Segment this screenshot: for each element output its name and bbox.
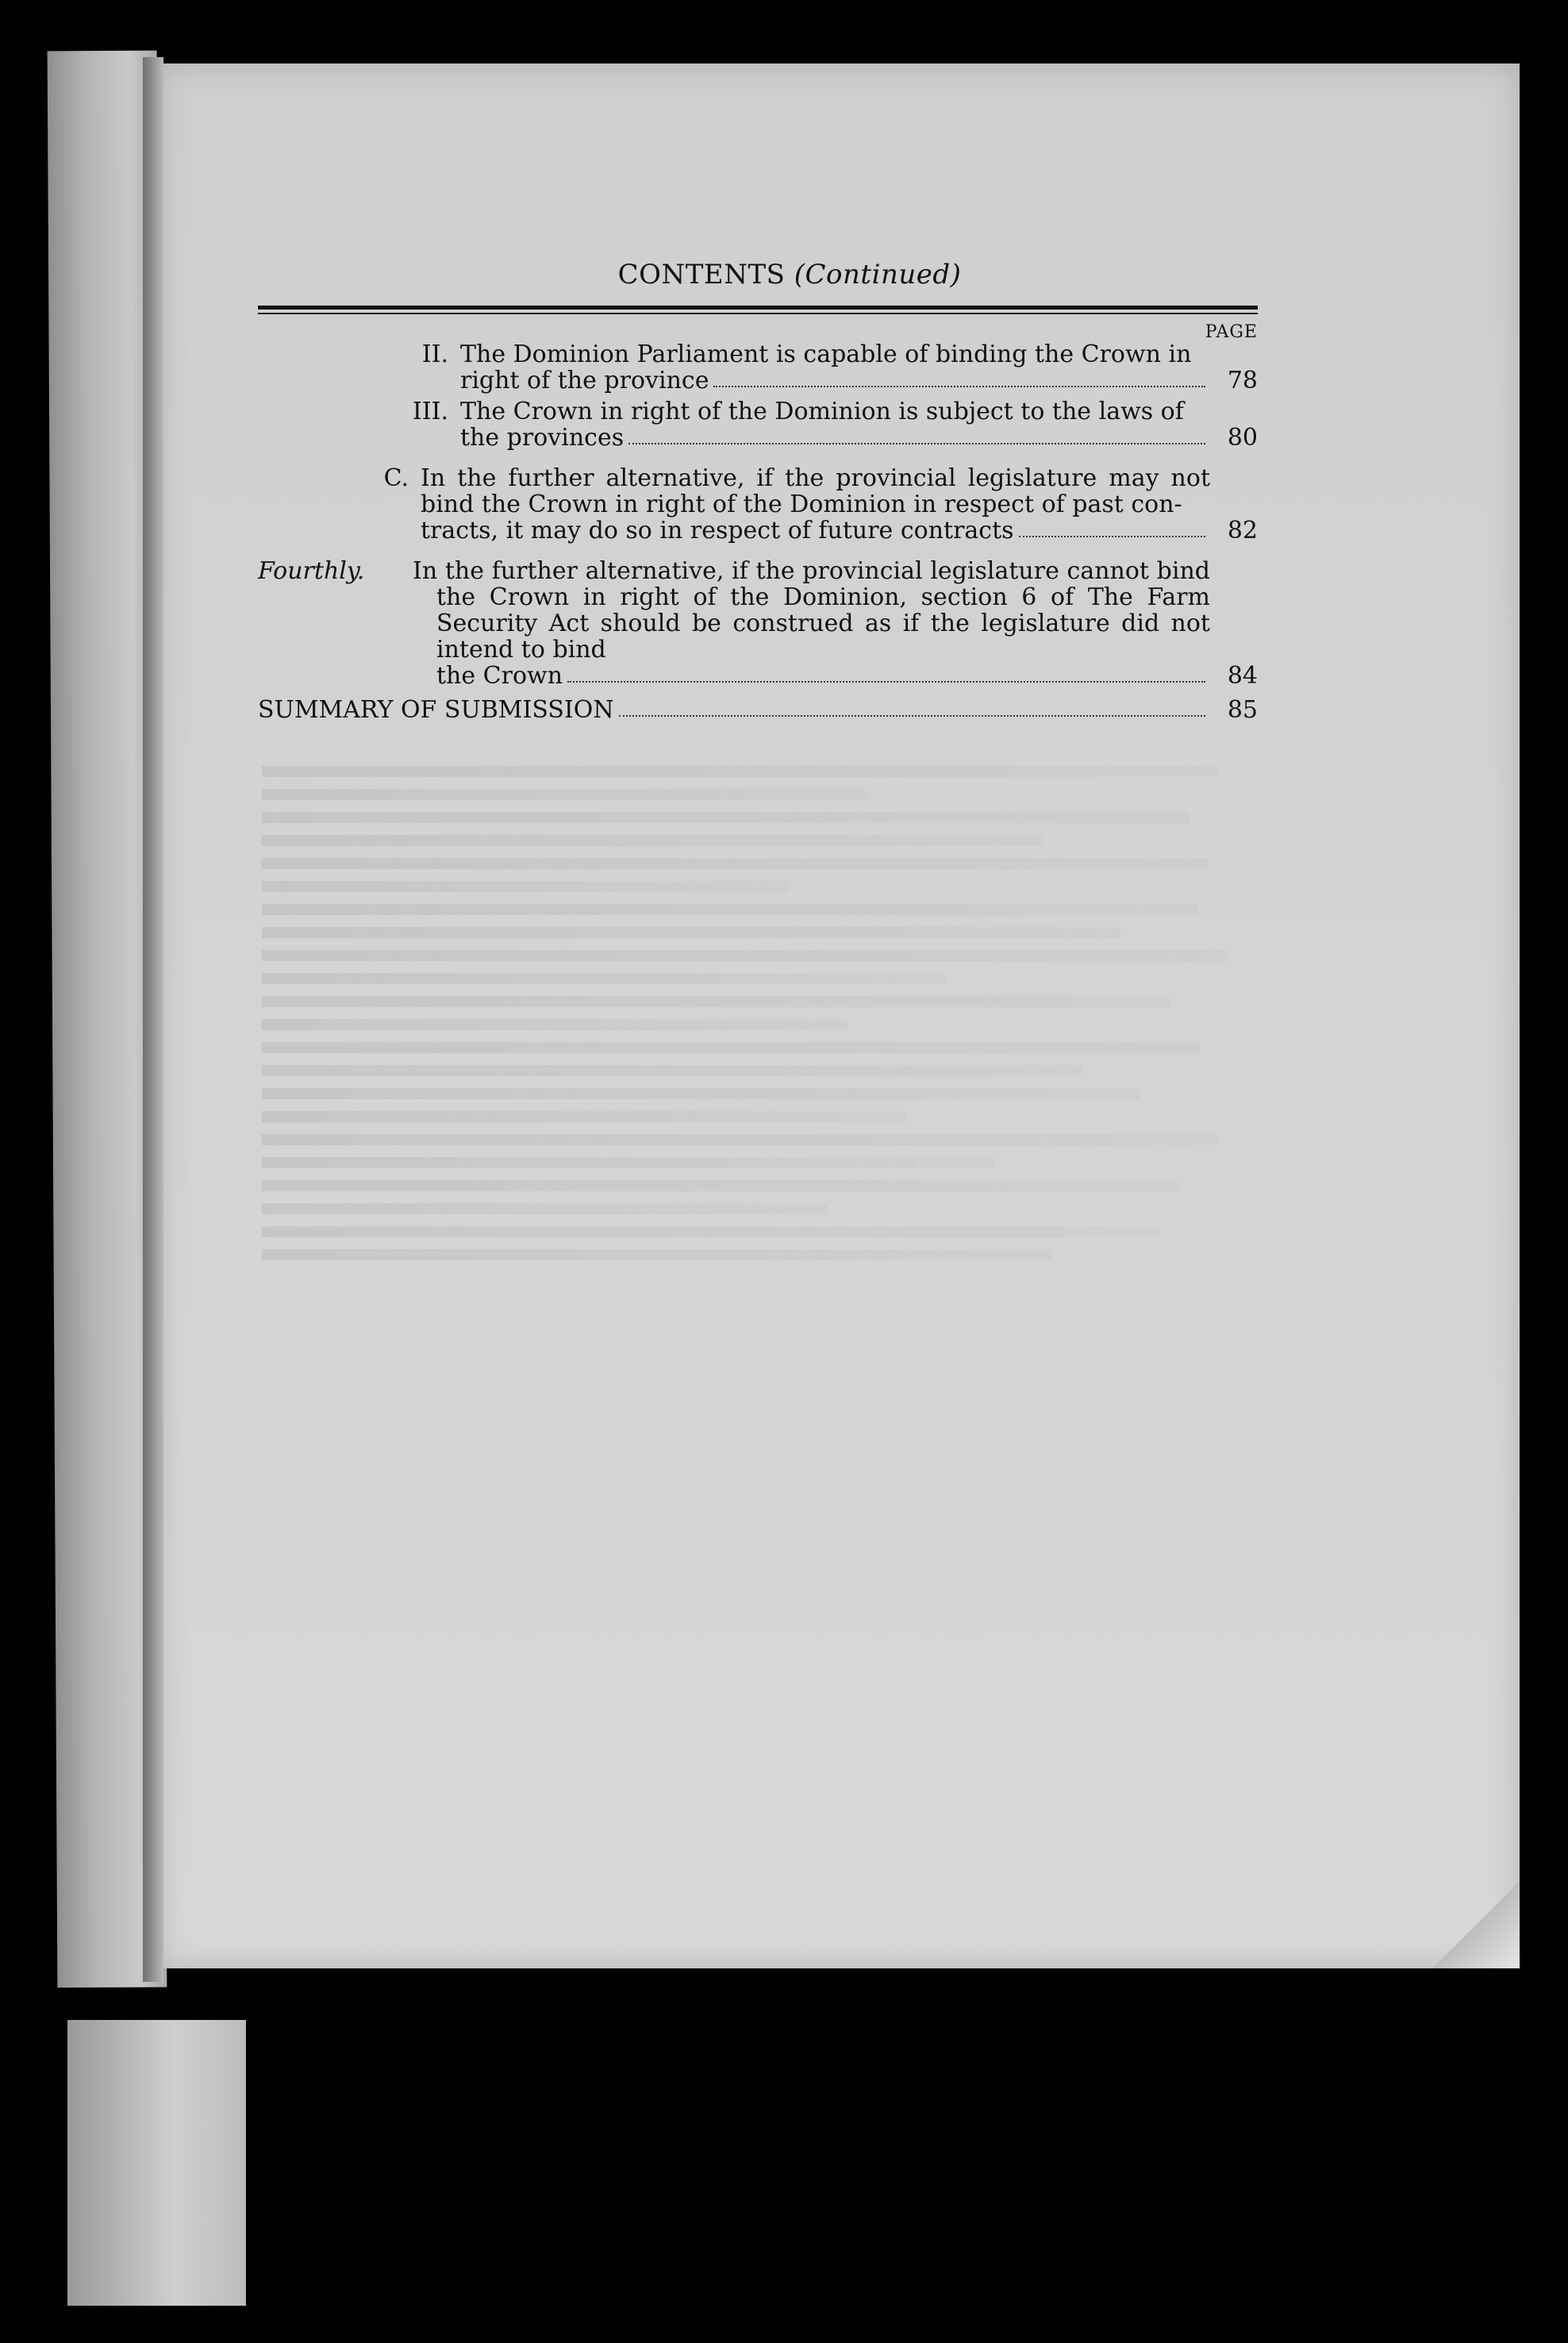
- title-continued: (Continued): [794, 259, 962, 290]
- dot-leaders: [713, 386, 1205, 387]
- toc-entry: [258, 465, 1258, 544]
- toc-entry: [258, 398, 1258, 451]
- entry-text-last-line: SUMMARY OF SUBMISSION: [258, 696, 614, 724]
- entry-marker: Fourthly.: [258, 557, 365, 585]
- bleed-through-text: [262, 754, 1238, 1272]
- toc-entry-summary: [258, 697, 1258, 723]
- binding-fold-shadow: [143, 57, 163, 1982]
- entry-page-number: 78: [1227, 367, 1258, 394]
- page-column-label: PAGE: [1205, 322, 1258, 342]
- entry-text-last-line: tracts, it may do so in respect of future contracts: [421, 517, 1014, 544]
- entry-text: In the further alternative, if the provincial legislature cannot bind the Crown in right of the Dominion, section 6 of The Farm Security Act should be construed as if the legislature did not intend to bind: [413, 557, 1210, 664]
- toc-entry: [258, 558, 1258, 689]
- heading-rule-thin: [258, 313, 1258, 314]
- entry-marker: III.: [412, 398, 448, 425]
- entry-text-last-line: the Crown: [436, 662, 563, 690]
- dot-leaders: [628, 443, 1205, 444]
- dot-leaders: [1019, 536, 1205, 537]
- page-title: [258, 259, 1258, 290]
- dot-leaders: [567, 681, 1205, 683]
- page-corner-fold: [1432, 1881, 1520, 1968]
- entry-text: In the further alternative, if the provincial legislature may not bind the Crown in right of the Dominion in respect of past con-: [421, 464, 1210, 518]
- entry-marker: C.: [383, 464, 409, 492]
- dot-leaders: [619, 715, 1205, 717]
- toc-entry: [258, 341, 1258, 394]
- entry-marker: II.: [421, 340, 448, 368]
- entry-text-last-line: right of the province: [460, 367, 709, 394]
- title-main: CONTENTS: [617, 259, 786, 290]
- heading-rule-thick: [258, 306, 1258, 310]
- entry-text: The Dominion Parliament is capable of binding the Crown in: [460, 340, 1192, 368]
- entry-text: The Crown in right of the Dominion is subject to the laws of: [460, 398, 1184, 425]
- entry-text-last-line: the provinces: [460, 424, 625, 452]
- entry-page-number: 80: [1227, 424, 1258, 452]
- entry-page-number: 82: [1227, 517, 1258, 544]
- entry-page-number: 85: [1227, 696, 1258, 724]
- contents-block: [258, 259, 1258, 728]
- paper-scrap: [67, 2020, 246, 2306]
- entry-page-number: 84: [1227, 662, 1258, 690]
